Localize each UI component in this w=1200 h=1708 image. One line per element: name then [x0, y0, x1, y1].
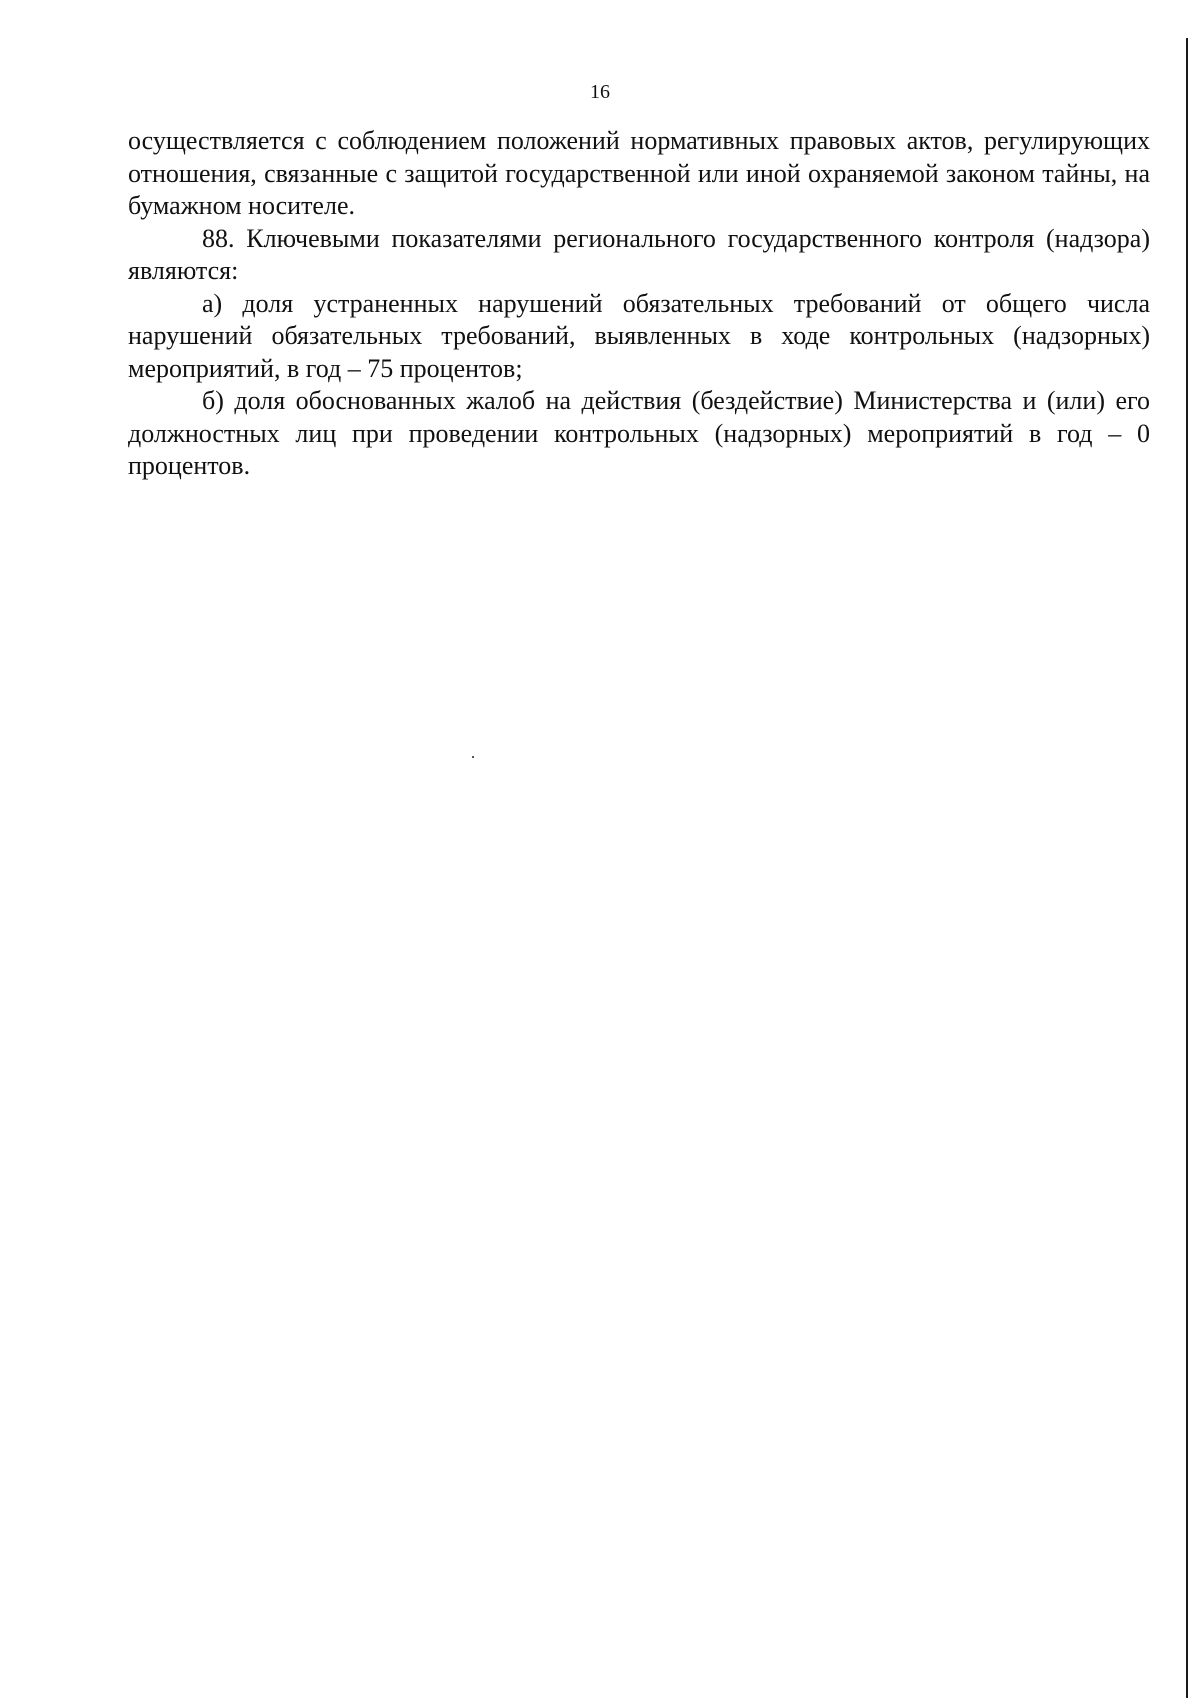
paragraph-88: 88. Ключевыми показателями регионального государственного контроля (надзора) являются: [128, 223, 1150, 285]
scan-speck [472, 756, 474, 758]
paragraph-continuation: осуществляется с соблюдением положений нормативных правовых актов, регулирующих отношения, связанные с защитой государственной или иной охраняемой законом тайны, на бумажном носителе. [128, 126, 1150, 220]
page-number: 16 [590, 81, 610, 103]
scan-edge-line [1186, 38, 1188, 1698]
paragraph-item-a: а) доля устраненных нарушений обязательных требований от общего числа нарушений обязательных требований, выявленных в ходе контрольных (надзорных) мероприятий, в год – 75 процентов; [128, 288, 1150, 383]
paragraph-item-b: б) доля обоснованных жалоб на действия (бездействие) Министерства и (или) его должностных лиц при проведении контрольных (надзорных) мероприятий в год – 0 процентов. [128, 386, 1150, 480]
document-body [128, 125, 1150, 483]
